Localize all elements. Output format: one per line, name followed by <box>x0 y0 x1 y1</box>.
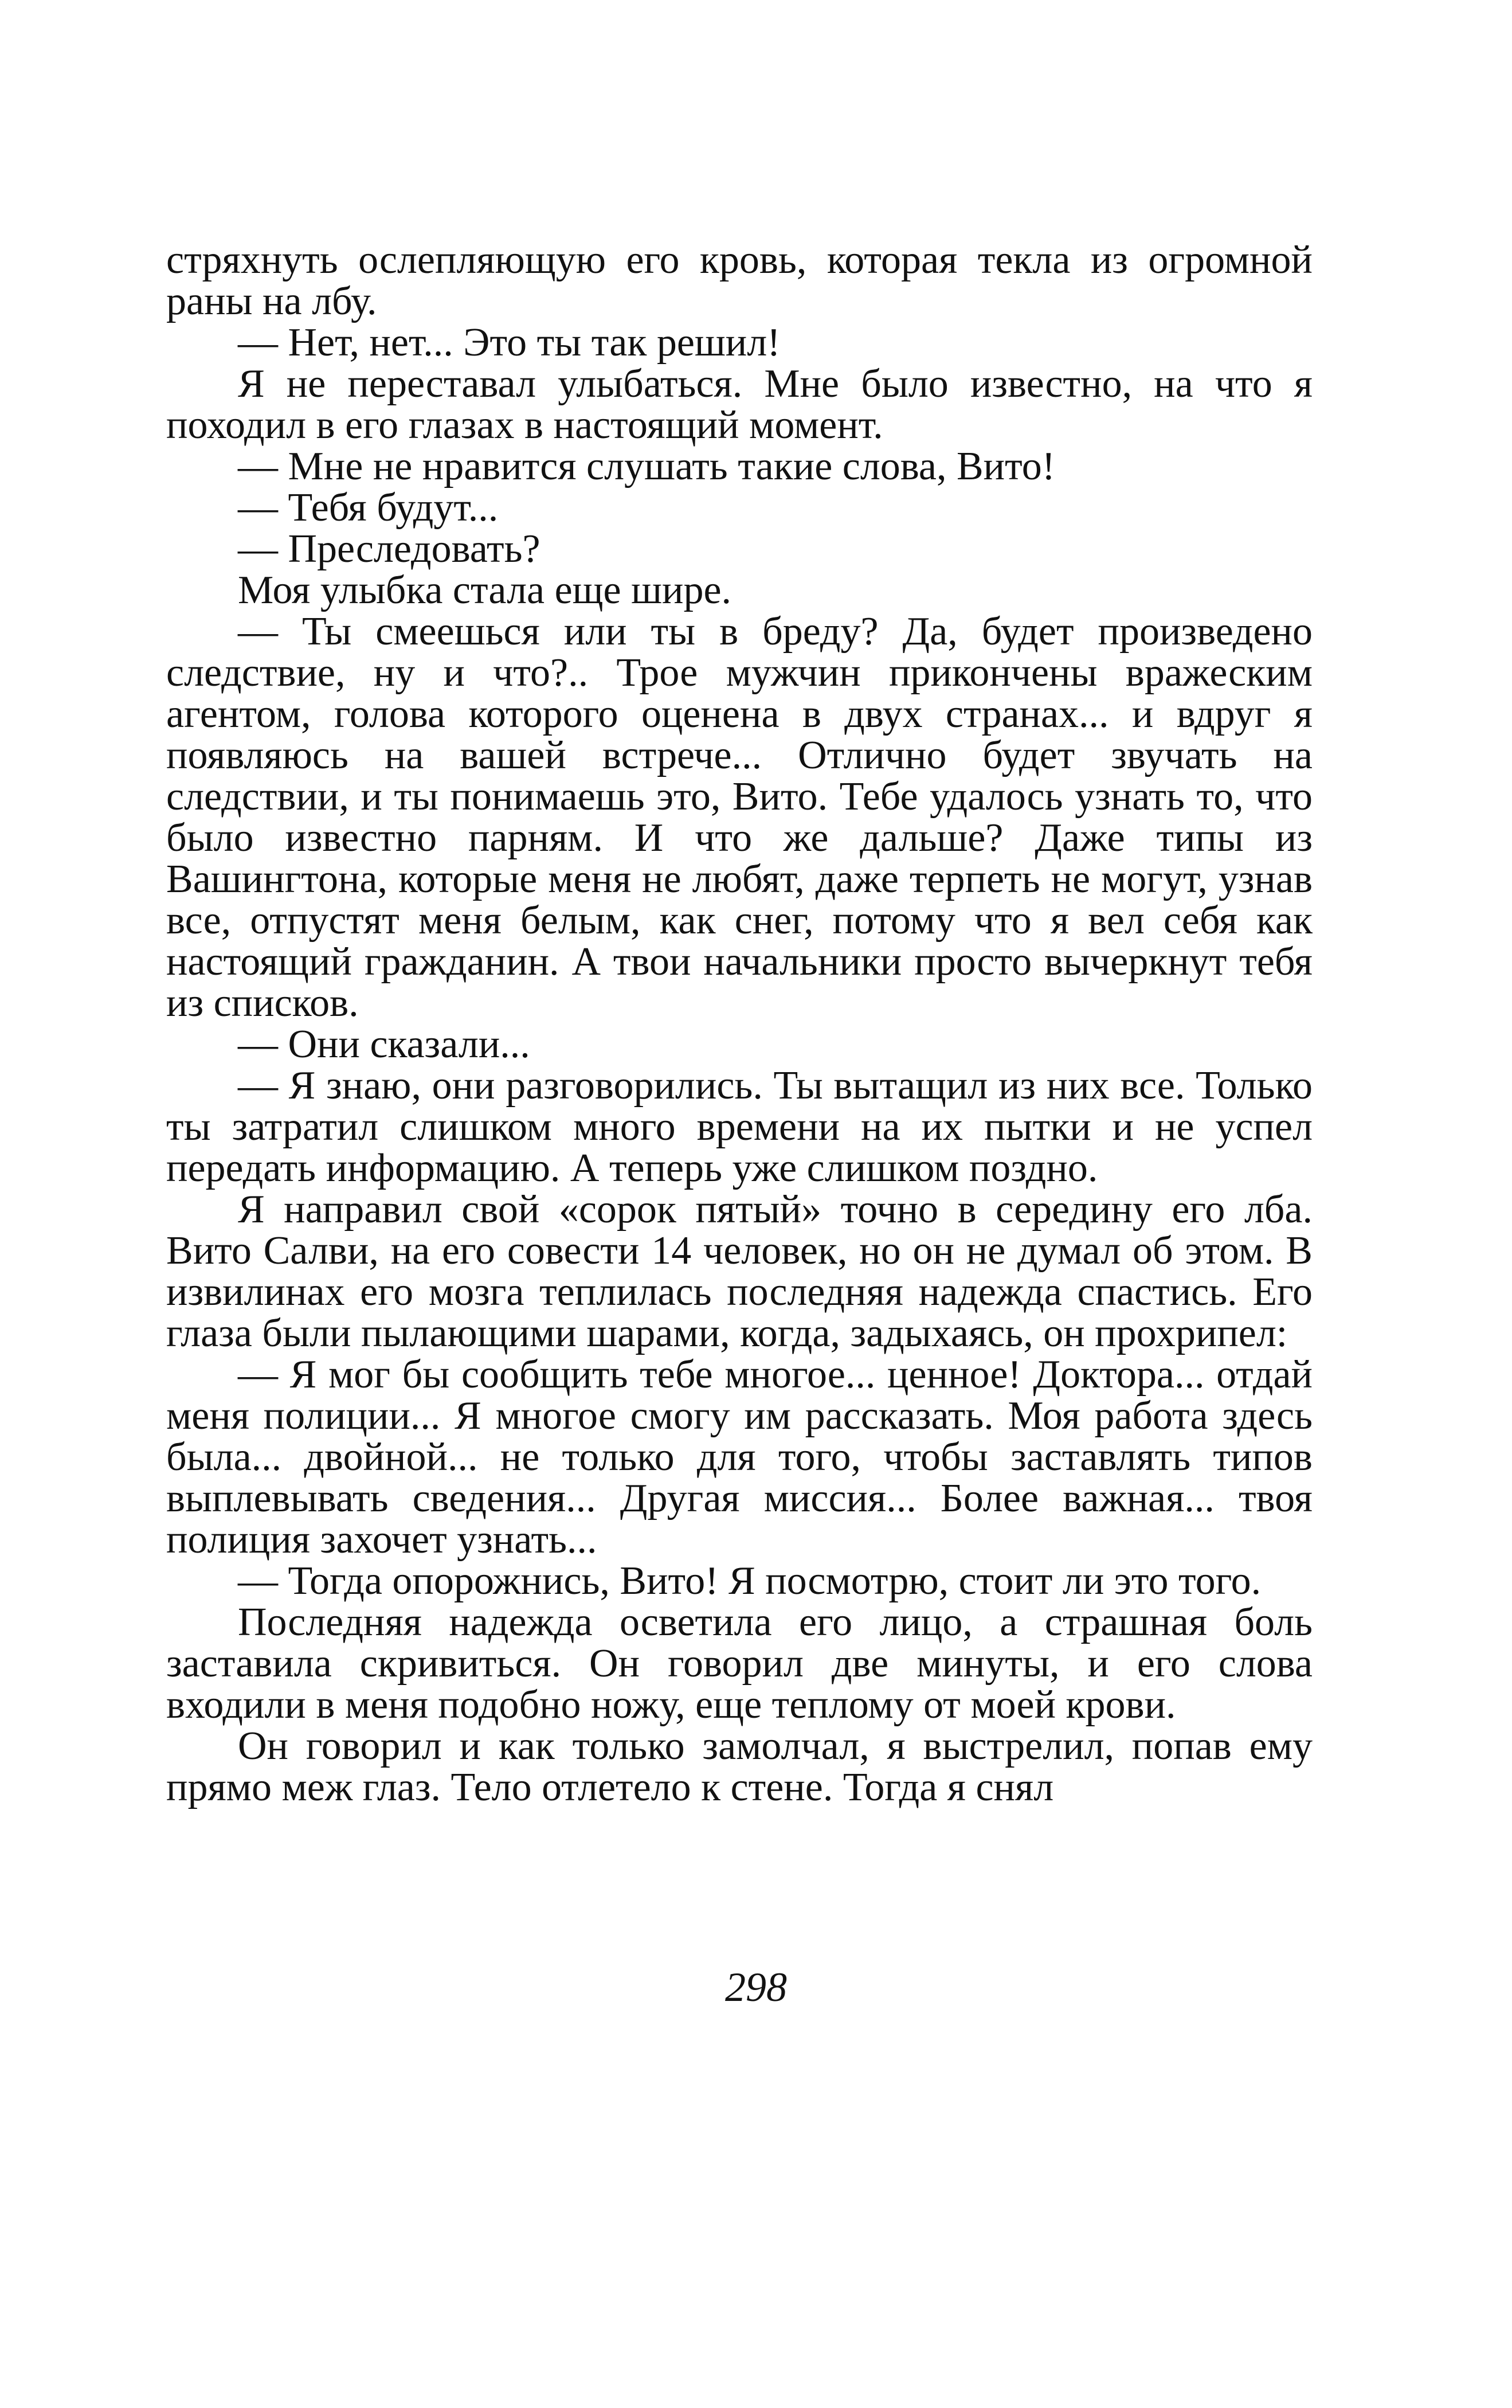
paragraph: Я не переставал улыбаться. Мне было известно, на что я походил в его глазах в настоящий момент. <box>166 362 1313 447</box>
page-number: 298 <box>725 1964 787 2010</box>
paragraph: стряхнуть ослепляющую его кровь, которая текла из огромной раны на лбу. <box>166 238 1313 323</box>
paragraph: Последняя надежда осветила его лицо, а страшная боль заставила скривиться. Он говорил две минуты, и его слова входили в меня подобно ножу, еще теплому от моей крови. <box>166 1600 1313 1727</box>
paragraph: — Тогда опорожнись, Вито! Я посмотрю, стоит ли это того. <box>238 1559 1262 1603</box>
paragraph: Он говорил и как только замолчал, я выстрелил, попав ему прямо меж глаз. Тело отлетело к стене. Тогда я снял <box>166 1724 1313 1809</box>
paragraph: — Нет, нет... Это ты так решил! <box>238 320 781 365</box>
paragraph: — Я знаю, они разговорились. Ты вытащил из них все. Только ты затратил слишком много времени на их пытки и не успел передать информацию. А теперь уже слишком поздно. <box>166 1064 1313 1190</box>
paragraph: — Они сказали... <box>238 1022 530 1066</box>
paragraph: Я направил свой «сорок пятый» точно в середину его лба. Вито Салви, на его совести 14 человек, но он не думал об этом. В извилинах его мозга теплилась последняя надежда спастись. Его глаза были пылающими шарами, когда, задыхаясь, он прохрипел: <box>166 1187 1313 1355</box>
paragraph: — Тебя будут... <box>238 486 499 530</box>
paragraph: — Мне не нравится слушать такие слова, Вито! <box>238 444 1056 488</box>
paragraph: — Я мог бы сообщить тебе многое... ценное! Доктора... отдай меня полиции... Я многое смогу им рассказать. Моя работа здесь была... двойной... не только для того, чтобы заставлять типов выплевывать сведения... Другая миссия... Более важная... твоя полиция захочет узнать... <box>166 1352 1313 1562</box>
body-text <box>166 240 1313 1808</box>
paragraph: — Ты смеешься или ты в бреду? Да, будет произведено следствие, ну и что?.. Трое мужчин прикончены вражеским агентом, голова которого оценена в двух странах... и вдруг я появляюсь на вашей встрече... Отлично будет звучать на следствии, и ты понимаешь это, Вито. Тебе удалось узнать то, что было известно парням. И что же дальше? Даже типы из Вашингтона, которые меня не любят, даже терпеть не могут, узнав все, отпустят меня белым, как снег, потому что я вел себя как настоящий гражданин. А твои начальники просто вычеркнут тебя из списков. <box>166 609 1313 1025</box>
paragraph: Моя улыбка стала еще шире. <box>238 568 732 612</box>
paragraph: — Преследовать? <box>238 527 540 571</box>
